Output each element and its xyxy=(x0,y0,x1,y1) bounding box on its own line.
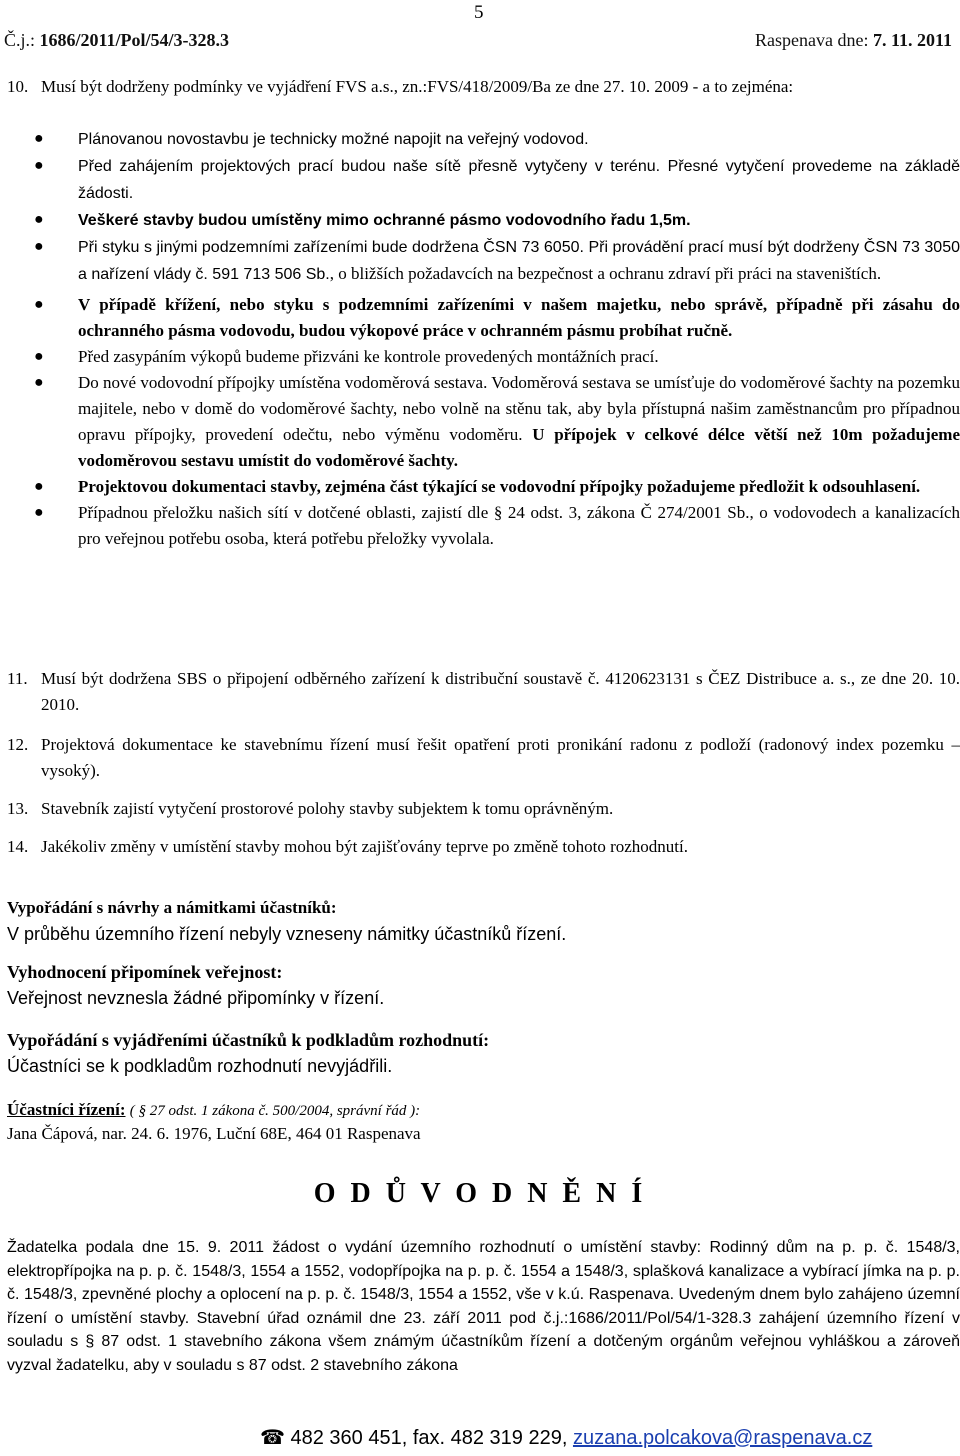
list-item: ● Plánovanou novostavbu je technicky možné napojit na veřejný vodovod. xyxy=(7,126,960,153)
participants-line xyxy=(7,1100,420,1120)
condition-10 xyxy=(7,74,960,100)
participants-note: ( § 27 odst. 1 zákona č. 500/2004, správní řád ): xyxy=(129,1103,421,1119)
public-comments-heading: Vyhodnocení připomínek veřejnost: xyxy=(7,962,283,982)
contact-footer xyxy=(260,1425,872,1450)
bullet-icon: ● xyxy=(34,130,44,147)
list-item: ● Veškeré stavby budou umístěny mimo ochranné pásmo vodovodního řadu 1,5m. xyxy=(7,207,960,234)
reference-number xyxy=(4,30,229,51)
condition-13: 13. Stavebník zajistí vytyčení prostorové polohy stavby subjektem k tomu oprávněným. xyxy=(7,799,614,818)
participants-text: Jana Čápová, nar. 24. 6. 1976, Luční 68E, 464 01 Raspenava xyxy=(7,1124,421,1143)
fvs-conditions-list xyxy=(7,126,960,552)
objections-text: V průběhu územního řízení nebyly vzneseny námitky účastníků řízení. xyxy=(7,924,567,944)
date-value: 7. 11. 2011 xyxy=(872,30,952,50)
reference-value: 1686/2011/Pol/54/3-328.3 xyxy=(39,30,230,50)
reasoning-title: O D Ů V O D N Ě N Í xyxy=(313,1178,647,1209)
header-date xyxy=(755,30,952,51)
list-item: ● Před zasypáním výkopů budeme přizváni ke kontrole provedených montážních prací. xyxy=(7,344,960,370)
participants-heading: Účastníci řízení: xyxy=(7,1100,126,1119)
reasoning-text: Žadatelka podala dne 15. 9. 2011 žádost o vydání územního rozhodnutí o umístění stavby: Rodinný dům na p. p. č. 1548/3, elektropřípojka na p. p. č. 1548/3, 1554 a 1552, vodopřípojka na p. p. č. 1554 a 1548/3, splašková kanalizace a vybírací jímka na p. p. č. 1548/3, zpevněné plochy a oplocení na p. p. č. 1548/3, 1554 a 1552, vše v k.ú. Raspenava. Uvedeným dnem bylo zahájeno územní řízení o umístění stavby. Stavební úřad oznámil dne 23. září 2011 pod č.j.:1686/2011/Pol/54/1-328.3 zahájení územního řízení v souladu s § 87 odst. 1 stavebního zákona všem známým účastníkům řízení a dotčeným orgánům veřejnou vyhláškou a zároveň vyzval žadatelku, aby v souladu s 87 odst. 2 stavebního zákona xyxy=(7,1239,960,1374)
reference-label: Č.j.: xyxy=(4,30,36,50)
date-label: Raspenava dne: xyxy=(755,30,869,50)
condition-number: 10. xyxy=(7,77,29,96)
list-item: ● Při styku s jinými podzemními zařízeními bude dodržena ČSN 73 6050. Při provádění prací musí být dodrženy ČSN 73 3050 a nařízení vlády č. 591 713 506 Sb., o bližších požadavcích na bezpečnost a ochranu zdraví při práci na staveništích. xyxy=(7,234,960,288)
bullet-icon: ● xyxy=(34,504,44,521)
condition-text: Musí být dodrženy podmínky ve vyjádření FVS a.s., zn.:FVS/418/2009/Ba ze dne 27. 10. 2009 - a to zejména: xyxy=(41,77,794,96)
list-item: ● Případnou přeložku našich sítí v dotčené oblasti, zajistí dle § 24 odst. 3, zákona Č 274/2001 Sb., o vodovodech a kanalizacích pro veřejnou potřebu osoba, která potřebu přeložky vyvolala. xyxy=(7,500,960,552)
bullet-icon: ● xyxy=(34,211,44,228)
list-item: ● Do nové vodovodní přípojky umístěna vodoměrová sestava. Vodoměrová sestava se umísťuje do vodoměrové šachty na pozemku majitele, nebo v domě do vodoměrové šachty, nebo volně na stěnu tak, aby byla přístupná našim zaměstnancům pro případnou opravu přípojky, provedení odečtu, nebo výměnu vodoměru. U přípojek v celkové délce větší než 10m požadujeme vodoměrovou sestavu umístit do vodoměrové šachty. xyxy=(7,370,960,474)
public-comments-text: Veřejnost nevznesla žádné připomínky v řízení. xyxy=(7,988,385,1008)
page-number: 5 xyxy=(474,2,484,23)
objections-heading: Vypořádání s návrhy a námitkami účastníků: xyxy=(7,898,337,917)
bullet-icon: ● xyxy=(34,296,44,313)
email-link[interactable]: zuzana.polcakova@raspenava.cz xyxy=(572,1427,873,1449)
statements-heading: Vypořádání s vyjádřeními účastníků k podkladům rozhodnutí: xyxy=(7,1030,490,1050)
condition-14: 14. Jakékoliv změny v umístění stavby mohou být zajišťovány teprve po změně tohoto rozhodnutí. xyxy=(7,837,688,856)
list-item: ● Před zahájením projektových prací budou naše sítě přesně vytyčeny v terénu. Přesné vytyčení provedeme na základě žádosti. xyxy=(7,153,960,207)
bullet-icon: ● xyxy=(34,478,44,495)
phone-fax-text: 482 360 451, fax. 482 319 229, xyxy=(290,1427,568,1449)
bullet-icon: ● xyxy=(34,348,44,365)
bullet-icon: ● xyxy=(34,374,44,391)
condition-11: 11. Musí být dodržena SBS o připojení odběrného zařízení k distribuční soustavě č. 4120623131 s ČEZ Distribuce a. s., ze dne 20. 10. 2010. xyxy=(7,669,960,714)
bullet-icon: ● xyxy=(34,157,44,174)
statements-text: Účastníci se k podkladům rozhodnutí nevyjádřili. xyxy=(7,1056,393,1076)
list-item: ● V případě křížení, nebo styku s podzemními zařízeními v našem majetku, nebo správě, případně při zásahu do ochranného pásma vodovodu, budou výkopové práce v ochranném pásmu probíhat ručně. xyxy=(7,292,960,344)
list-item: ● Projektovou dokumentaci stavby, zejména část týkající se vodovodní přípojky požadujeme předložit k odsouhlasení. xyxy=(7,474,960,500)
bullet-icon: ● xyxy=(34,238,44,255)
phone-icon: ☎ xyxy=(260,1427,285,1449)
condition-12: 12. Projektová dokumentace ke stavebnímu řízení musí řešit opatření proti pronikání radonu z podloží (radonový index pozemku – vysoký). xyxy=(7,735,960,780)
